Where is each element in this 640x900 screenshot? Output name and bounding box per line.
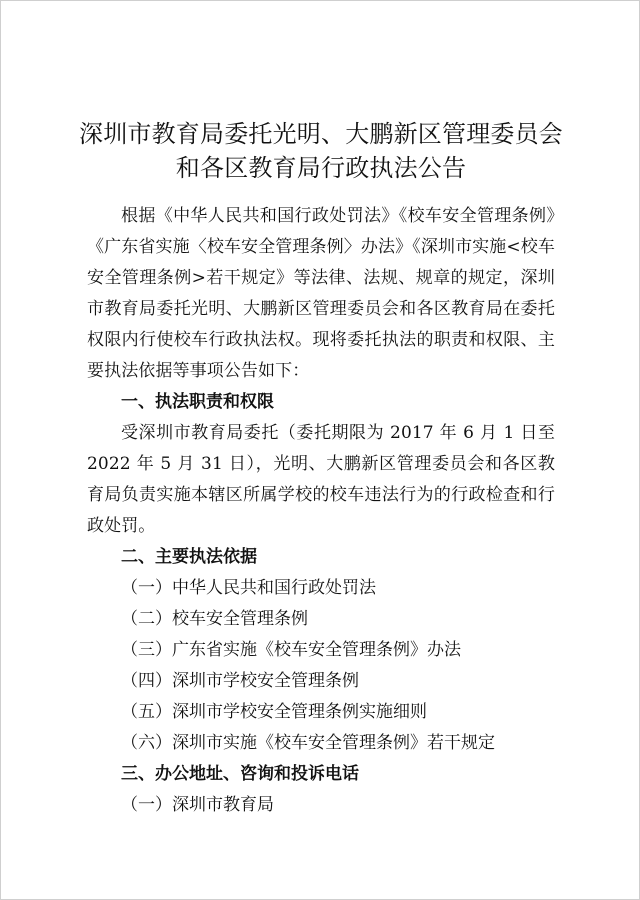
office-item-1: （一）深圳市教育局: [121, 795, 274, 815]
document-body: [87, 201, 555, 821]
section-1-paragraph: 受深圳市教育局委托（委托期限为 2017 年 6 月 1 日至 2022 年 5 月 31 日），光明、大鹏新区管理委员会和各区教育局负责实施本辖区所属学校的校车违法行为的行政检查和行政处罚。: [87, 423, 555, 536]
basis-item-1: （一）中华人民共和国行政处罚法: [121, 578, 376, 598]
section-3-heading: 三、办公地址、咨询和投诉电话: [121, 764, 359, 784]
title-line-1: 深圳市教育局委托光明、大鹏新区管理委员会: [79, 120, 563, 148]
basis-item-4: （四）深圳市学校安全管理条例: [121, 671, 359, 691]
section-2-heading: 二、主要执法依据: [121, 547, 257, 567]
document-title: [41, 117, 601, 185]
basis-item-5: （五）深圳市学校安全管理条例实施细则: [121, 702, 427, 722]
basis-item-6: （六）深圳市实施《校车安全管理条例》若干规定: [121, 733, 495, 753]
section-1-heading: 一、执法职责和权限: [121, 392, 274, 412]
basis-item-2: （二）校车安全管理条例: [121, 609, 308, 629]
intro-paragraph: 根据《中华人民共和国行政处罚法》《校车安全管理条例》《广东省实施〈校车安全管理条例〉办法》《深圳市实施<校车安全管理条例>若干规定》等法律、法规、规章的规定，深圳市教育局委托光明、大鹏新区管理委员会和各区教育局在委托权限内行使校车行政执法权。现将委托执法的职责和权限、主要执法依据等事项公告如下：: [87, 206, 555, 381]
title-line-2: 和各区教育局行政执法公告: [175, 154, 467, 182]
basis-item-3: （三）广东省实施《校车安全管理条例》办法: [121, 640, 461, 660]
